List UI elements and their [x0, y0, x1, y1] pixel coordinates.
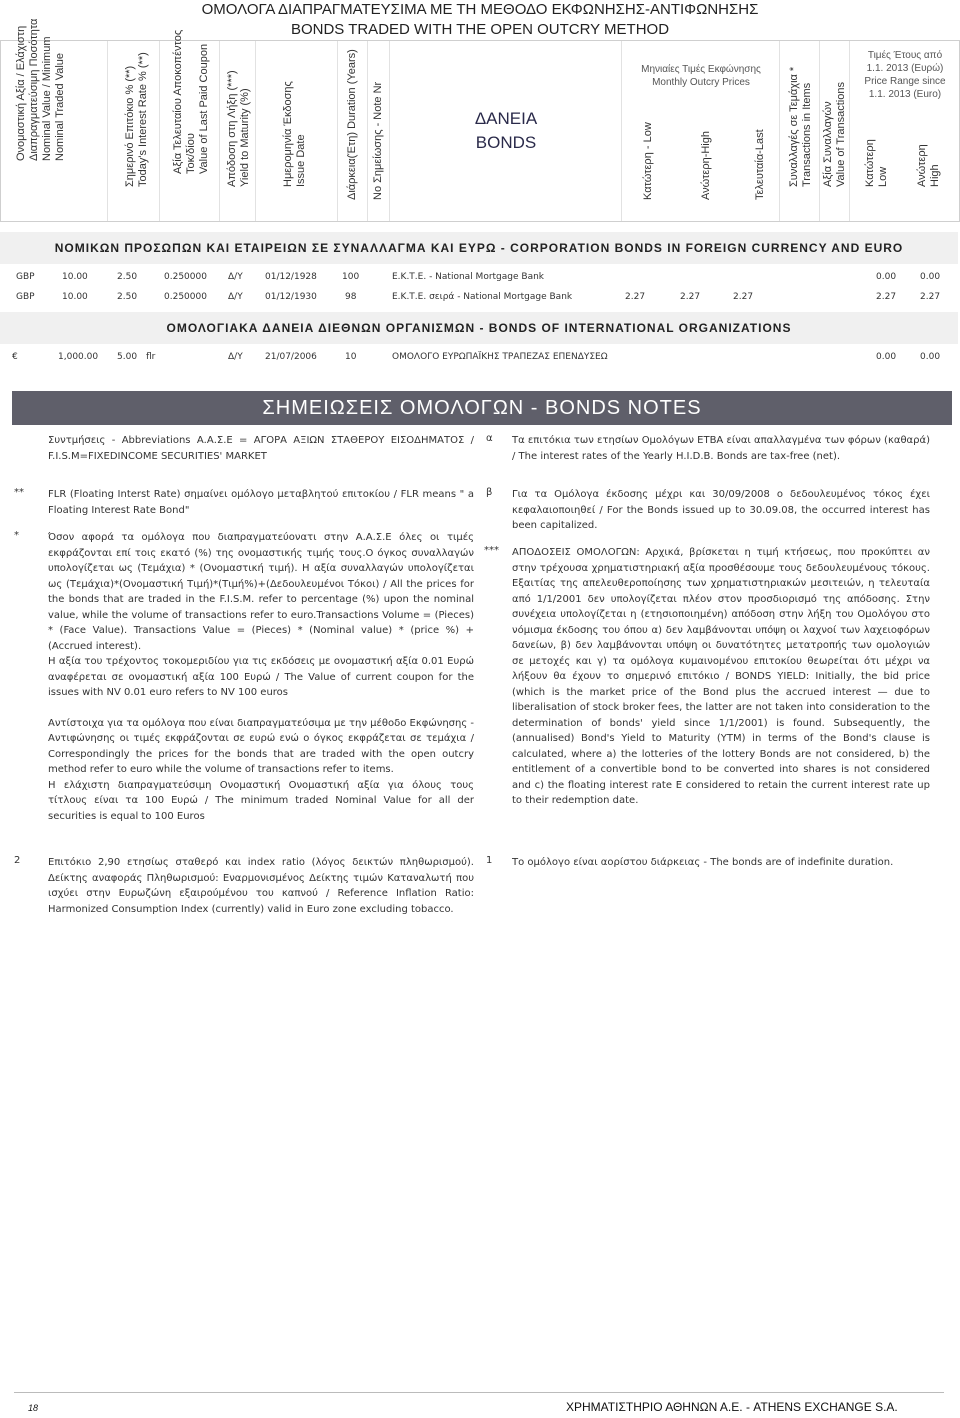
note-flr: FLR (Floating Interst Rate) σημαίνει ομόλογο μεταβλητού επιτοκίου / FLR means " a Floating Interest Rate Bond": [48, 489, 474, 516]
header-price-range: Τιμές Έτους από 1.1. 2013 (Ευρώ) Price Range since 1.1. 2013 (Euro) Κατώτερη Low Ανώτερη High: [849, 41, 960, 221]
section-corporation-bonds: ΝΟΜΙΚΩΝ ΠΡΟΣΩΠΩΝ ΚΑΙ ΕΤΑΙΡΕΙΩΝ ΣΕ ΣΥΝΑΛΛΑΓΜΑ ΚΑΙ ΕΥΡΩ - CORPORATION BONDS IN FOREIGN CURRENCY AND EURO: [0, 232, 958, 264]
note-indefinite: Το ομόλογο είναι αορίστου διάρκειας - The bonds are of indefinite duration.: [512, 857, 894, 868]
note-mark: 2: [14, 855, 21, 866]
note-capitalized: Για τα Ομόλογα έκδοσης μέχρι και 30/09/2008 ο δεδουλευμένος τόκος έχει κεφαλαιοποιηθεί / For the Bonds issued up to 30.09.08, the occurred interest has been capitalized.: [512, 489, 930, 531]
header-bonds: ΔΑΝΕΙΑ BONDS: [389, 41, 622, 221]
note-mark: **: [14, 487, 24, 498]
note-abbreviations: Συντμήσεις - Abbreviations Α.Α.Σ.Ε = ΑΓΟΡΑ ΑΞΙΩΝ ΣΤΑΘΕΡΟΥ ΕΙΣΟΔΗΜΑΤΟΣ / F.I.S.M=FIXEDINCOME SECURITIES' MARKET: [48, 435, 474, 462]
header-low: Κατώτερη - Low: [642, 122, 654, 200]
note-mark: α: [486, 433, 493, 444]
table-row: GBP 10.00 2.50 0.250000 Δ/Υ 01/12/1928 100 Ε.Κ.Τ.Ε. - National Mortgage Bank 0.00 0.00: [16, 272, 941, 282]
note-yields: ΑΠΟΔΟΣΕΙΣ ΟΜΟΛΟΓΩΝ: Αρχικά, βρίσκεται η τιμή κτήσεως, που προκύπτει αν στην τρέχουσα χρηματιστηριακή αξία προσθέσουμε τους δεδουλευμένους τόκους. Εξαιτίας της απελευθεροποίησης των χρηματιστηριακών μεσιτειών, η τελευταία από 1/1/2001 δεν υπολογίζεται πλέον στον προσδιορισμό της απόδοσης. Στην συνέχεια υπολογίζεται η (ετησιοποιημένη) απόδοση στην λήξη του Ομολόγου στο νόμισμα έκδοσης του όπου α) δεν λαμβάνονται υπόψη οι λαχνοί των λαχειοφόρων δανείων, β) δεν λαμβάνονται υπόψη οι δυνατότητες μετατροπής των ομολογιών σε μετοχές και γ) τα ομόλογα κυμαινομένου επιτοκίου θεωρείται ότι μέχρι να λήξουν θα έχουν το σημερινό επιτόκιο / BONDS YIELD: Initially, the bid price (which is the market price of the Bond plus the accrued interest — due to liberalisation of stock broker fees, the latter are not taken into consideration to the determination of bonds' yield since 1/1/2001) is found. Subsequently, the (annualised) Bond's Yield to Maturity (YTM) in terms of the Bond's clause is calculated, where a) the lotteries of the lottery Bonds are not considered, b) the entitlement of a convertible bond to be converted into shares is not considered and c) the floating interest rate E considered to retain the current interest rate up to their redemption date.: [512, 547, 930, 806]
note-tax-free: Τα επιτόκια των ετησίων Ομολόγων ΕΤΒΑ είναι απαλλαγμένα των φόρων (καθαρά) / The interest rates of the Yearly H.I.D.B. Bonds are tax-free (net).: [512, 435, 930, 462]
header-nominal: Ονομαστική Αξία / Ελάχιστη Διαπραγματεύσιμη Ποσότητα Nominal Value / Minimum Nominal Traded Value: [15, 18, 66, 161]
footer-divider: [14, 1392, 944, 1393]
header-transactions: Συναλλαγές σε Τεμάχια * Transactions in Items: [779, 41, 820, 221]
footer-organization: ΧΡΗΜΑΤΙΣΤΗΡΙΟ ΑΘΗΝΩΝ Α.Ε. - ATHENS EXCHANGE S.A.: [566, 1400, 898, 1414]
header-range-high: Ανώτερη High: [916, 144, 941, 187]
note-mark: β: [486, 487, 493, 498]
header-range-low: Κατώτερη Low: [864, 139, 889, 187]
section-international-bonds: ΟΜΟΛΟΓΙΑΚΑ ΔΑΝΕΙΑ ΔΙΕΘΝΩΝ ΟΡΓΑΝΙΣΜΩΝ - BONDS OF INTERNATIONAL ORGANIZATIONS: [0, 312, 958, 344]
note-mark: *: [14, 530, 19, 541]
header-duration: Διάρκεια(Έτη) Duration (Years): [337, 41, 368, 221]
note-mark: ***: [484, 545, 499, 556]
page-number: 18: [28, 1403, 39, 1413]
header-last: Τελευταία-Last: [754, 129, 766, 200]
table-row: € 1,000.00 5.00 flr Δ/Υ 21/07/2006 10 ΟΜΟΛΟΓΟ ΕΥΡΩΠΑΪΚΗΣ ΤΡΑΠΕΖΑΣ ΕΠΕΝΔΥΣΕΩ 0.00 0.00: [12, 352, 941, 362]
note-prices: Όσον αφορά τα ομόλογα που διαπραγματεύονατι στην Α.Α.Σ.Ε όλες οι τιμές εκφράζονται επί τοις εκατό (%) της ονομαστικής τιμής τους.Ο όγκος συναλλαγών υπολογίζεται ως (Τεμάχια) * (Ονομαστική τιμή). Η αξία συναλλαγών υπολογίζεται ως (Τεμάχια)*(Ονομαστική Τιμή)*(Τιμή%)+(Δεδουλευμένοι Τόκοι) / All the prices for the bonds that are traded in the F.I.S.M. refer to percentage (%) upon the nominal value, while the volume of transactions refer to euro.Transactions Volume = (Pieces) * (Face Value). Transactions Value = (Pieces) * (Nominal value) * (price %) + (Accrued interest). Η αξία του τρέχοντος τοκομεριδίου για τις εκδόσεις με ονομαστική αξία 0.01 Ευρώ αναφέρεται σε ονομαστική αξία 100 Ευρώ / The Value of current coupon for the issues with NV 0.01 euro refers to NV 100 euros Αντίστοιχα για τα ομόλογα που είναι διαπραγματεύσιμα με την μέθοδο Εκφώνησης - Αντιφώνησης οι τιμές εκφράζονται σε ευρώ ενώ ο όγκος εκφράζεται σε τεμάχια / Correspondingly the prices for the bonds that are traded with the open outcry method refer to euro while the volume of transactions refer to items. Η ελάχιστη διαπραγματεύσιμη Ονομαστική Ονομαστική αξία για όλους τους τίτλους είναι τα 100 Ευρώ / The minimum traded Nominal Value for all der securities is equal to 100 Euros: [48, 532, 474, 822]
header-yield: Απόδοση στη Λήξη (***) Yield to Maturity (%): [219, 41, 256, 221]
note-mark: 1: [486, 855, 493, 866]
page-title: ΟΜΟΛΟΓΑ ΔΙΑΠΡΑΓΜΑΤΕΥΣΙΜΑ ΜΕ ΤΗ ΜΕΘΟΔΟ ΕΚΦΩΝΗΣΗΣ-ΑΝΤΙΦΩΝΗΣΗΣ BONDS TRADED WITH THE OPEN OUTCRY METHOD: [201, 1, 759, 38]
notes-banner: ΣΗΜΕΙΩΣΕΙΣ ΟΜΟΛΟΓΩΝ - BONDS NOTES: [12, 391, 952, 425]
header-interest-rate: Σημερινό Επιτόκιο % (**) Today's Interest Rate % (**): [107, 41, 160, 221]
note-inflation: Επιτόκιο 2,90 ετησίως σταθερό και index ratio (λόγος δεικτών πληθωρισμού). Δείκτης αναφοράς Πληθωρισμού: Εναρμονισμένος Δείκτης τιμών Καταναλωτή που ισχύει στην Ευρωζώνη εξαιρούμένου του καπνού / Reference Inflation Ratio: Harmonized Consumption Index (currently) valid in Euro zone excluding tobacco.: [48, 857, 474, 915]
header-value: Αξία Συναλλαγών Value of Transactions: [819, 41, 850, 221]
table-row: GBP 10.00 2.50 0.250000 Δ/Υ 01/12/1930 98 Ε.Κ.Τ.Ε. σειρά - National Mortgage Bank 2.27 2.27 2.27 2.27 2.27: [16, 292, 941, 302]
header-last-coupon: Αξία Τελευταίου Αποκοπέντος Τοκ/δίου Value of Last Paid Coupon: [159, 41, 220, 221]
header-issue-date: Ημερομηνία Έκδοσης Issue Date: [255, 41, 338, 221]
header-high: Ανώτερη-High: [700, 131, 712, 200]
header-note-nr: Νο Σημείωσης - Note Nr: [367, 41, 390, 221]
header-monthly-prices: Μηνιαίες Τιμές Εκφώνησης Monthly Outcry Prices Κατώτερη - Low Ανώτερη-High Τελευταία-Last: [621, 41, 780, 221]
